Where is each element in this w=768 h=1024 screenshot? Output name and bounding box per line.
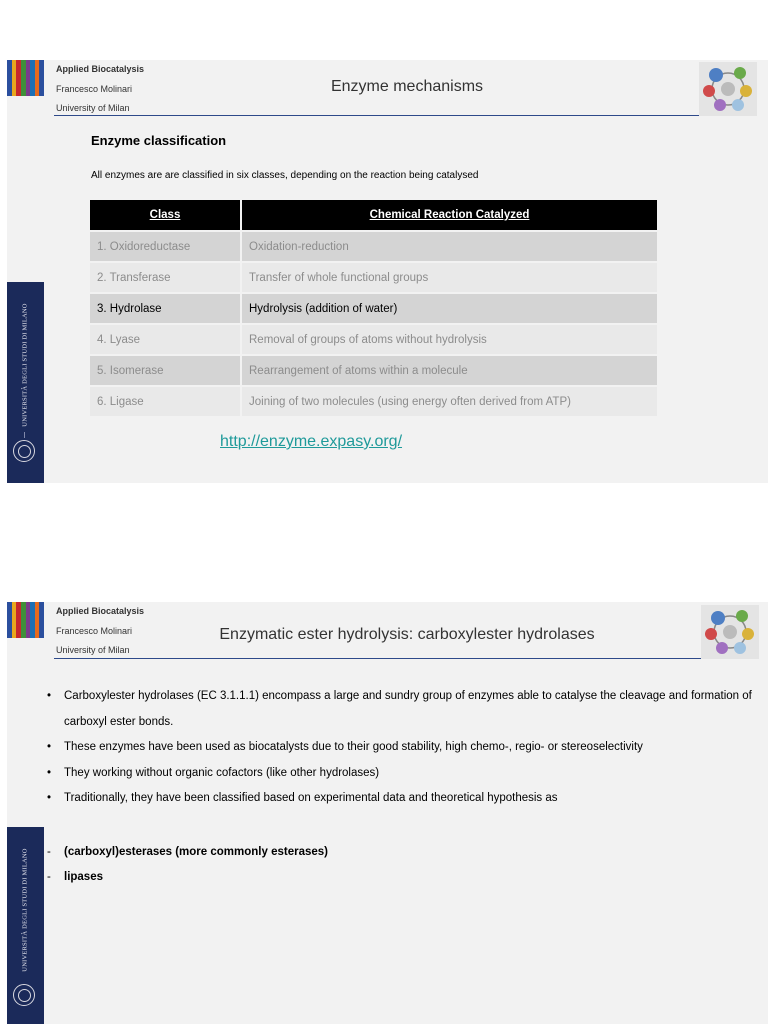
table-row [90, 231, 657, 262]
list-item: • Traditionally, they have been classified based on experimental data and theoretical hypothesis as [45, 786, 765, 812]
university-vertical-text: UNIVERSITÀ DEGLI STUDI DI MILANO [21, 848, 29, 972]
reaction-cell: Joining of two molecules (using energy often derived from ATP) [241, 386, 657, 416]
class-cell: 1. Oxidoreductase [90, 231, 241, 262]
reaction-cell: Hydrolysis (addition of water) [241, 293, 657, 324]
university-sidebar [7, 827, 44, 1024]
slide-carboxylester-hydrolases [7, 602, 768, 1024]
course-name: Applied Biocatalysis [56, 606, 145, 616]
list-item: - (carboxyl)esterases (more commonly esterases) [45, 840, 328, 865]
course-name: Applied Biocatalysis [56, 64, 145, 74]
enzyme-molecule-logo-icon [698, 61, 758, 117]
enzyme-molecule-logo-icon [700, 604, 760, 660]
reaction-cell: Rearrangement of atoms within a molecule [241, 355, 657, 386]
slide-enzyme-mechanisms [7, 60, 768, 483]
class-cell: 2. Transferase [90, 262, 241, 293]
list-item: - lipases [45, 865, 328, 890]
reaction-cell: Removal of groups of atoms without hydrolysis [241, 324, 657, 355]
class-cell: 6. Ligase [90, 386, 241, 416]
bullet-list [45, 684, 765, 812]
table-row [90, 262, 657, 293]
enzyme-class-table [90, 200, 657, 416]
author-name: Francesco Molinari [56, 84, 133, 94]
university-vertical-text: UNIVERSITÀ DEGLI STUDI DI MILANO [21, 303, 29, 427]
list-item: • These enzymes have been used as biocatalysts due to their good stability, high chemo-, regio- or stereoselectivity [45, 735, 765, 761]
reaction-cell: Oxidation-reduction [241, 231, 657, 262]
class-cell: 4. Lyase [90, 324, 241, 355]
table-row [90, 386, 657, 416]
class-cell: 5. Isomerase [90, 355, 241, 386]
university-sidebar [7, 282, 44, 483]
university-seal-icon [13, 440, 35, 462]
table-row-highlighted [90, 293, 657, 324]
table-row [90, 355, 657, 386]
list-item: • Carboxylester hydrolases (EC 3.1.1.1) encompass a large and sundry group of enzymes able to catalyse the cleavage and formation of carboxyl ester bonds. [45, 684, 765, 735]
list-item: • They working without organic cofactors (like other hydrolases) [45, 761, 765, 787]
university-seal-icon [13, 984, 35, 1006]
table-row [90, 324, 657, 355]
header-rule [54, 115, 700, 116]
color-stripe [39, 602, 44, 638]
university-color-stripes [7, 60, 44, 96]
university-name: University of Milan [56, 645, 130, 655]
section-title: Enzyme classification [91, 133, 227, 148]
column-header-reaction: Chemical Reaction Catalyzed [241, 200, 657, 231]
header-rule [54, 658, 704, 659]
intro-text: All enzymes are are classified in six classes, depending on the reaction being catalysed [91, 170, 479, 181]
slide-title: Enzymatic ester hydrolysis: carboxylester hydrolases [219, 626, 595, 643]
university-name: University of Milan [56, 103, 130, 113]
reaction-cell: Transfer of whole functional groups [241, 262, 657, 293]
author-name: Francesco Molinari [56, 626, 133, 636]
color-stripe [39, 60, 44, 96]
expasy-link[interactable]: http://enzyme.expasy.org/ [220, 433, 403, 450]
university-color-stripes [7, 602, 44, 638]
column-header-class: Class [90, 200, 241, 231]
slide-title: Enzyme mechanisms [330, 78, 484, 95]
table-header-row [90, 200, 657, 231]
esterase-class-list [45, 840, 328, 890]
class-cell: 3. Hydrolase [90, 293, 241, 324]
